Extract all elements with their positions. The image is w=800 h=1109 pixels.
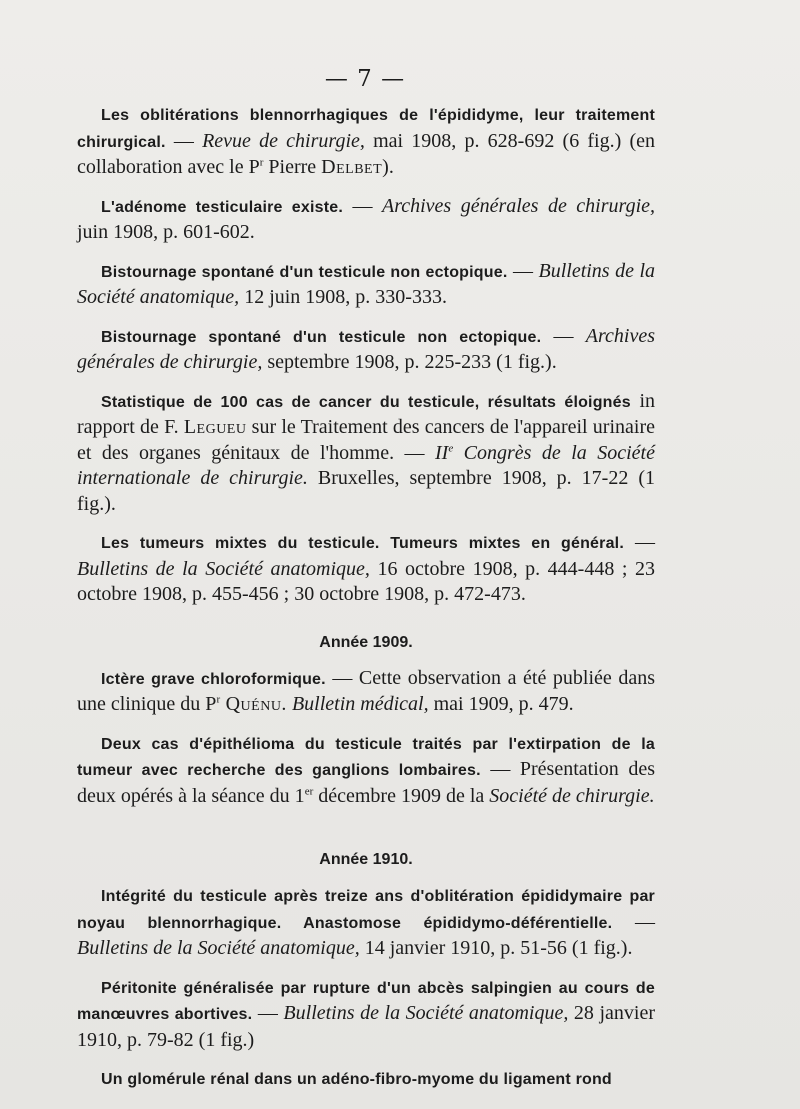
entry-superscript: er	[304, 784, 314, 797]
entry-author-name: Legueu	[183, 416, 247, 438]
page-number: — 7 —	[324, 66, 406, 92]
entry-separator: —	[623, 531, 655, 553]
entry-details: 28 janvier 1910, p. 79-82 (1 fig.)	[77, 1002, 656, 1051]
entry-details: septembre 1908, p. 225-233 (1 fig.).	[262, 351, 557, 373]
entry-separator: —	[252, 1002, 284, 1024]
entry-title: L'adénome testiculaire existe.	[101, 198, 343, 216]
entry-journal: Revue de chirurgie,	[202, 129, 365, 152]
entry-separator: —	[507, 259, 539, 282]
entry-details: 14 janvier 1910, p. 51-56 (1 fig.).	[359, 937, 633, 959]
entry-title: Deux cas d'épithélioma du testicule traités par l'extirpation de la tumeur avec recherche des ganglions lombaires.	[77, 735, 655, 779]
entry-title: Les oblitérations blennorrhagiques de l'épididyme, leur traitement chirurgical.	[77, 107, 655, 151]
entry-details: — Cette observation a été publiée dans une clinique du P	[77, 666, 655, 715]
entry-title: Péritonite généralisée par rupture d'un abcès salpingien au cours de manœuvres abortives.	[77, 979, 655, 1023]
entry-journal: Archives générales de chirurgie,	[77, 324, 656, 373]
entry-journal: Bulletins de la Société anatomique,	[77, 557, 370, 580]
bibliography-entry	[77, 530, 655, 608]
entry-details: — Présentation des deux opérés à la séance du 1	[77, 758, 655, 807]
entry-superscript: r	[259, 156, 264, 169]
entry-superscript: e	[448, 441, 454, 454]
entry-journal: Bulletins de la Société anatomique,	[283, 1002, 569, 1024]
entry-journal: Société de chirurgie.	[489, 784, 655, 807]
entry-journal-numeral: II	[435, 441, 449, 464]
entry-details: mai 1908, p. 628-692 (6 fig.) (en collaboration avec le P	[77, 129, 656, 178]
entry-author-name: Delbet	[321, 156, 383, 178]
entry-journal-name: Congrès de la Société internationale de chirurgie.	[77, 441, 655, 489]
bibliography-entry	[77, 194, 655, 246]
entry-separator: —	[343, 194, 382, 217]
entry-title: Les tumeurs mixtes du testicule. Tumeurs mixtes en général.	[101, 535, 624, 552]
bibliography-entry	[77, 975, 655, 1054]
entry-separator: —	[165, 129, 203, 152]
entry-title: Un glomérule rénal dans un adéno-fibro-myome du ligament rond	[101, 1071, 612, 1088]
entry-journal: Bulletin médical,	[286, 693, 429, 715]
bibliography-entry	[77, 731, 655, 810]
entry-separator: —	[612, 910, 655, 933]
bibliography-entry	[77, 102, 655, 181]
bibliography-entry	[77, 324, 655, 376]
bibliography-list	[77, 102, 655, 1106]
entry-details: juin 1908, p. 601-602.	[77, 221, 255, 243]
entry-journal: Bulletins de la Société anatomique,	[77, 259, 655, 308]
entry-journal: Bulletins de la Société anatomique,	[77, 937, 360, 959]
entry-details: décembre 1909 de la	[313, 784, 490, 807]
entry-separator: —	[541, 324, 586, 347]
entry-details: ).	[382, 156, 394, 178]
entry-details: Pierre	[263, 156, 322, 178]
year-heading-1909: Année 1909.	[319, 633, 413, 651]
entry-details: sur le Traitement des cancers de l'appareil urinaire et des organes génitaux de l'homme. —	[77, 416, 655, 464]
bibliography-entry	[77, 1066, 655, 1093]
entry-author-name: Quénu.	[220, 693, 287, 715]
entry-details: Bruxelles, septembre 1908, p. 17-22 (1 fig.).	[77, 467, 655, 515]
entry-title: Bistournage spontané d'un testicule non ectopique.	[101, 328, 542, 346]
bibliography-entry	[77, 389, 655, 518]
entry-journal: Archives générales de chirurgie,	[381, 194, 656, 217]
bibliography-entry	[77, 259, 655, 311]
entry-details: 16 octobre 1908, p. 444-448 ; 23 octobre 1908, p. 455-456 ; 30 octobre 1908, p. 472-473.	[77, 557, 656, 605]
entry-title: Bistournage spontané d'un testicule non ectopique.	[101, 263, 508, 281]
entry-details: 12 juin 1908, p. 330-333.	[239, 286, 447, 308]
entry-title: Statistique de 100 cas de cancer du testicule, résultats éloignés	[101, 393, 631, 411]
entry-superscript: r	[216, 693, 221, 706]
entry-title: Ictère grave chloroformique.	[101, 670, 326, 688]
bibliography-entry	[77, 666, 655, 718]
bibliography-entry	[77, 883, 655, 962]
entry-details: mai 1909, p. 479.	[428, 693, 574, 715]
year-heading-1910: Année 1910.	[319, 851, 413, 868]
entry-title: Intégrité du testicule après treize ans d'oblitération épididymaire par noyau blennorrhagique. Anastomose épididymo-déférentielle.	[77, 888, 655, 932]
entry-details: in rapport de F.	[77, 389, 655, 438]
